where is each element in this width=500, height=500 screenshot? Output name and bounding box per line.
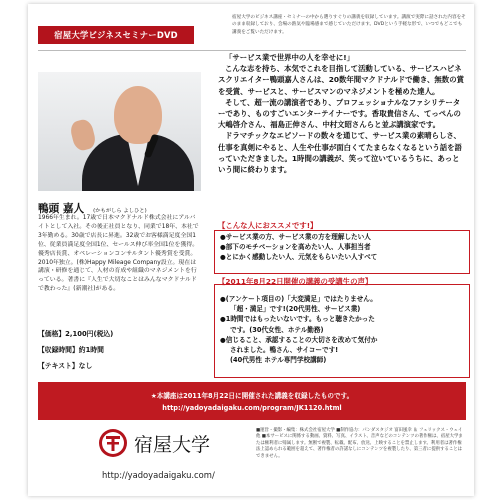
feedback-item: されました。鴨さん、サイコーです! — [230, 346, 339, 355]
speaker-bio: 1966年生まれ。17歳で日本マクドナルド株式会社にアルバイトとして入社。その後正社員となり、同業で18年、本社で3年勤める。30歳で店長に昇進。32歳でお客様満足度全国1位、従業員満足度全国1位、セールス伸び率全国1位を獲得。優秀店長賞、オペレーションコンサルタント優秀賞を受賞。2010年独立。(株)Happy Mileage Company設立。現在は講演・研修を通じて、人材の育成や組織のマネジメントを行っている。著書に『人生で大切なことはみんなマクドナルドで教わった』(新潮社)がある。 — [38, 215, 199, 293]
feedback-item: です。(30代女性、ホテル勤務) — [230, 325, 324, 334]
speaker-name-reading: (かもがしら よしひと) — [93, 208, 147, 214]
recording-note: ★本講座は2011年8月22日に開催された講義を収録したものです。 — [150, 392, 354, 400]
recommend-item: ●部下のモチベーションを高めたい人、人事担当者 — [220, 243, 371, 252]
speaker-photo — [38, 72, 201, 191]
recording-banner — [38, 382, 466, 420]
feedback-item: ●1時間ではもったいないです。もっと聴きたかった — [220, 315, 375, 324]
dvd-back-cover — [28, 4, 474, 496]
logo-mark-icon — [98, 428, 128, 458]
site-url[interactable]: http://yadoyadaigaku.com/ — [102, 470, 215, 480]
text-info: 【テキスト】なし — [38, 362, 93, 370]
divider-top — [38, 50, 466, 51]
description-paragraph: そして、超一流の講演者であり、プロフェッショナルなファシリテーターであり、ものすごいエンターテイナーです。香取貴信さん、てっぺんの大嶋啓介さん、福島正伸さん、中村文昭さんらと並ぶ講演家です。 — [218, 97, 461, 130]
feedback-title: 【2011年8月22日開催の講義の受講生の声】 — [218, 277, 373, 286]
description-heading: 「サービス業で世界中の人を幸せに!」 — [225, 53, 355, 62]
description-paragraph: ドラマチックなエピソードの数々を通じて、サービス業の素晴らしさ、仕事を真剣にやると、人生や仕事が面白くてたまらなくなるという話を語っていただきました。1時間の講義が、笑って泣いているうちに、あっという間に終わります。 — [218, 131, 462, 175]
description-paragraph: こんな志を持ち、本気でこれを目指して活動している、サービスハピネスクリエイター鴨頭嘉人さんは、20数年間マクドナルドで働き、無数の賞を受賞、サービスと、サービスマンのマネジメントを極めた達人。 — [218, 64, 464, 96]
recommend-item: ●とにかく感動したい人、元気をもらいたい人すべて — [220, 253, 378, 262]
feedback-item: ●(アンケート項目の)「大変満足」ではたりません。 — [220, 295, 377, 303]
feedback-item: (40代男性 ホテル専門学校講師) — [230, 356, 327, 365]
program-url[interactable]: http://yadoyadaigaku.com/program/JK1120.html — [162, 404, 342, 412]
price: 【価格】2,100円(税込) — [38, 330, 114, 338]
feedback-item: ●信じること、承認することの大切さを改めて気付か — [220, 335, 378, 344]
credits: ■運営・撮影・編集：株式会社宿屋大学 ■制作協力：パンダスタジオ 富田風幸 ＆ フェリックス・ウェイ 他 ■本サービスに関係する動画、資料、写真、イラスト、音声などのコンテンツの著作権は、宿屋大学または権利者に帰属します。無断で複製、転載、配布、放送、上映することを禁止します。利用者は著作権法上認められる範囲を超えて、著作権者の許諾なしにコンテンツを複製したり、第三者に提供することはできません。 — [256, 428, 463, 459]
recommend-title: 【こんな人におススメです!】 — [218, 221, 318, 230]
logo — [98, 428, 244, 464]
feedback-item: 「超・満足」です!(20代男性、サービス業) — [230, 305, 361, 314]
duration: 【収録時間】約1時間 — [38, 346, 104, 354]
series-intro: 宿屋大学のビジネス講座・セミナーの中から選りすぐりの講義を収録しています。講演で実際に話された内容をそのまま収録しており、会場の熱気や臨場感まで感じていただけます。DVDという手軽な形で、いつでもどこでも講義をご覧いただけます。 — [232, 15, 466, 35]
description — [218, 52, 466, 175]
recommend-list — [220, 232, 466, 263]
speaker-name: 鴨頭 嘉人 — [38, 203, 85, 215]
feedback-list — [220, 294, 466, 365]
series-title: 宿屋大学ビジネスセミナーDVD — [38, 26, 194, 44]
recommend-item: ●サービス業の方、サービス業の方を理解したい人 — [220, 233, 371, 241]
logo-text: 宿屋大学 — [134, 434, 211, 456]
